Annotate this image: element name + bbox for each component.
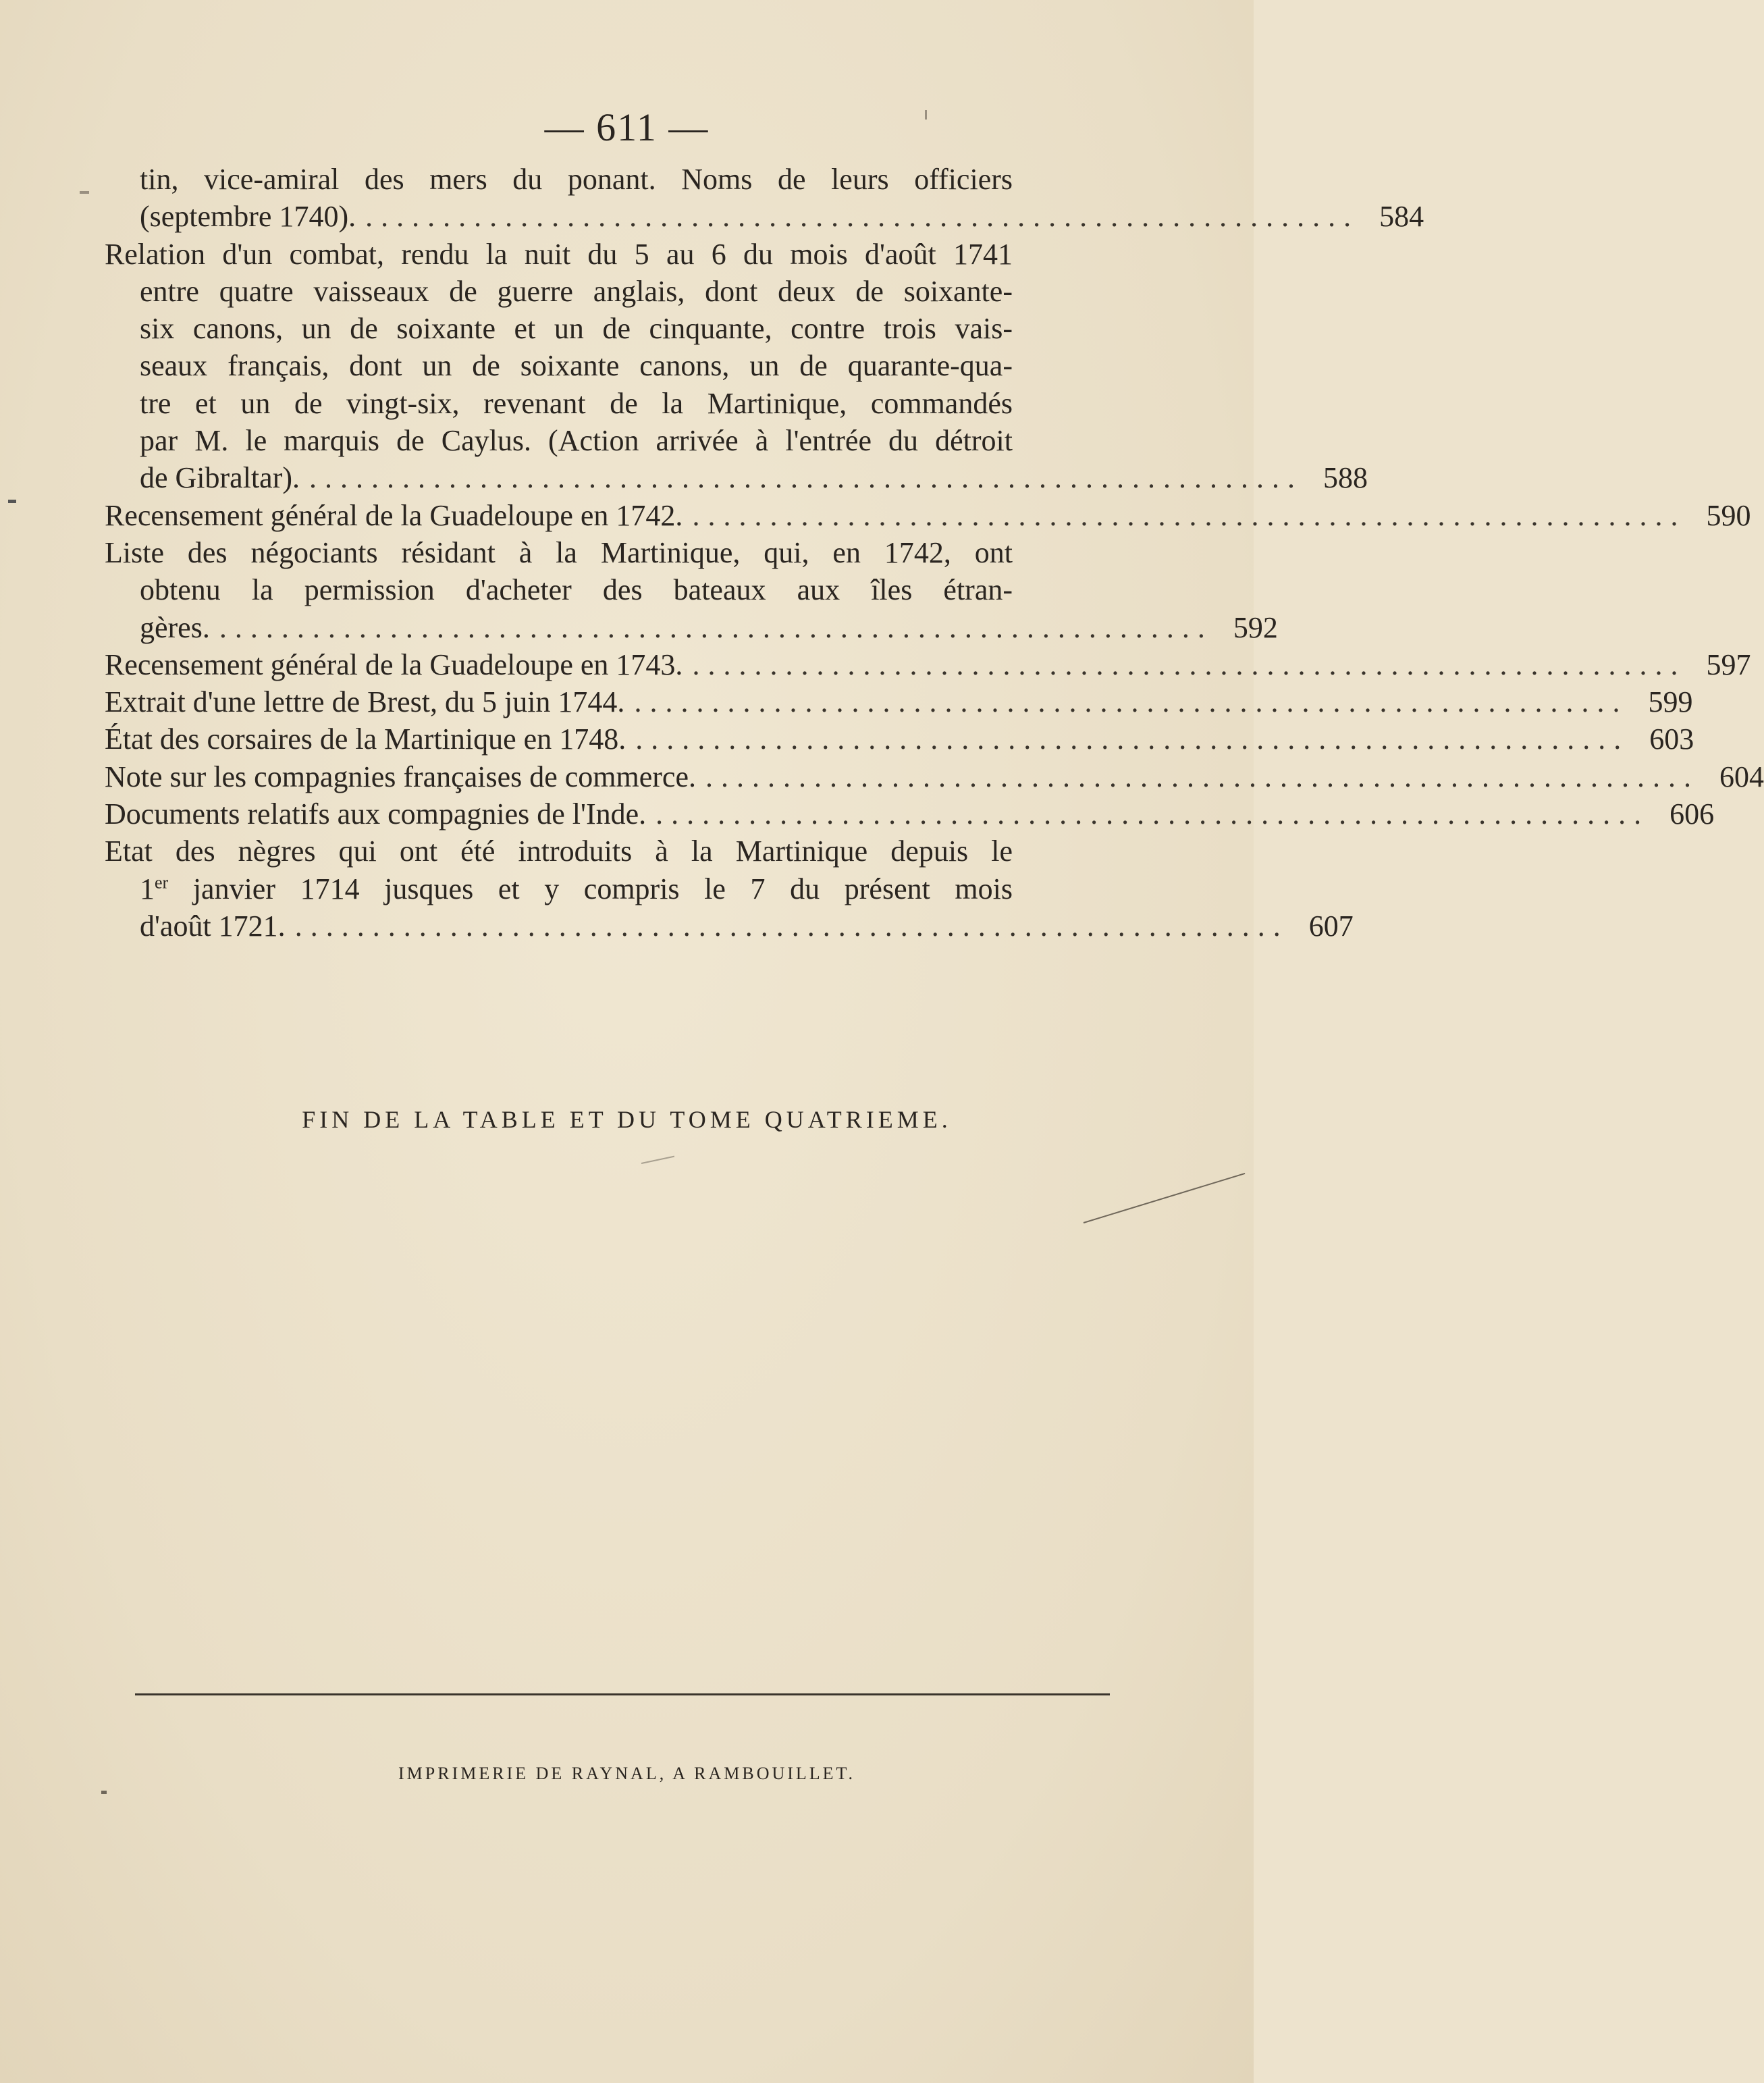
toc-line [105, 385, 1013, 422]
toc-line [105, 236, 1013, 273]
ordinal-suffix: er [155, 872, 169, 892]
toc-page-number: 604 [1719, 760, 1764, 793]
toc-page-number: 607 [1308, 909, 1354, 943]
toc-entry-body: janvier 1714 jusques et y compris le 7 du présent mois [192, 872, 1013, 905]
toc-entry-text: entre quatre vaisseaux de guerre anglais, dont deux de soixante- [140, 274, 1013, 308]
toc-page-number: 606 [1669, 797, 1715, 831]
toc-entry-text: obtenu la permission d'acheter des bateaux aux îles étran- [140, 573, 1013, 607]
dot-leader: ................................................................ [656, 797, 1650, 831]
toc-line [105, 422, 1013, 459]
toc-line [105, 609, 1278, 646]
dot-leader: ................................................................ [219, 610, 1213, 644]
toc-line [105, 758, 1764, 795]
toc-page-number: 590 [1706, 498, 1751, 532]
toc-line [105, 459, 1368, 496]
ink-speck [80, 191, 89, 194]
toc-entry-text: de Gibraltar). [140, 461, 300, 495]
dot-leader: ................................................................ [635, 722, 1630, 756]
toc-entry-text: par M. le marquis de Caylus. (Action arrivée à l'entrée du détroit [140, 424, 1013, 458]
toc-line [105, 720, 1694, 758]
divider-rule [135, 1693, 1110, 1695]
toc-entry-text: tre et un de vingt-six, revenant de la Martinique, commandés [140, 386, 1013, 420]
toc-entry-text: Extrait d'une lettre de Brest, du 5 juin 1744. [105, 685, 625, 719]
table-of-contents [105, 161, 1764, 945]
toc-entry-text: six canons, un de soixante et un de cinquante, contre trois vais- [140, 312, 1013, 346]
dot-leader: ................................................................ [634, 685, 1628, 719]
toc-line [105, 273, 1013, 310]
toc-entry-text: Note sur les compagnies françaises de commerce. [105, 760, 696, 793]
page-number: — 611 — [544, 105, 710, 149]
ink-speck [8, 500, 16, 503]
toc-entry-text [140, 870, 1013, 907]
toc-line [105, 833, 1013, 870]
toc-entry-text: Documents relatifs aux compagnies de l'Inde. [105, 797, 647, 831]
toc-page-number: 599 [1648, 685, 1693, 719]
toc-entry-text: tin, vice-amiral des mers du ponant. Noms de leurs officiers [140, 163, 1013, 196]
toc-entry-text: gères. [140, 610, 210, 644]
toc-line [105, 907, 1354, 945]
toc-line [105, 683, 1693, 720]
printer-imprint: IMPRIMERIE DE RAYNAL, A RAMBOUILLET. [398, 1764, 855, 1783]
toc-page-number: 592 [1233, 610, 1278, 644]
ink-speck [101, 1791, 107, 1794]
toc-line [105, 497, 1751, 534]
pencil-stroke [1084, 1173, 1246, 1223]
pencil-stroke [641, 1156, 674, 1164]
toc-entry-text: seaux français, dont un de soixante canons, un de quarante-qua- [140, 349, 1013, 383]
toc-line [105, 571, 1013, 608]
toc-line [105, 310, 1013, 347]
dot-leader: ................................................................ [692, 648, 1686, 681]
toc-line [105, 646, 1751, 683]
toc-page-number: 603 [1649, 722, 1694, 756]
dot-leader: ................................................................ [294, 909, 1289, 943]
toc-entry-text: d'août 1721. [140, 909, 286, 943]
dot-leader: ................................................................ [309, 461, 1303, 495]
toc-entry-text: Relation d'un combat, rendu la nuit du 5 au 6 du mois d'août 1741 [105, 237, 1013, 271]
dot-leader: ................................................................ [692, 498, 1686, 532]
toc-line [105, 870, 1013, 907]
toc-line [105, 795, 1715, 833]
toc-page-number: 597 [1706, 648, 1751, 681]
ordinal-number: 1 [140, 872, 155, 905]
dot-leader: ................................................................ [365, 200, 1360, 234]
end-note: FIN DE LA TABLE ET DU TOME QUATRIEME. [302, 1106, 952, 1133]
ink-speck [925, 110, 927, 120]
toc-entry-text: (septembre 1740). [140, 200, 356, 234]
toc-page-number: 584 [1379, 200, 1424, 234]
toc-entry-text: Recensement général de la Guadeloupe en 1742. [105, 498, 683, 532]
toc-entry-text: Recensement général de la Guadeloupe en 1743. [105, 648, 683, 681]
toc-entry-text: Liste des négociants résidant à la Martinique, qui, en 1742, ont [105, 535, 1013, 569]
toc-line [105, 161, 1013, 198]
toc-line [105, 534, 1013, 571]
toc-page-number: 588 [1323, 461, 1368, 495]
toc-entry-text: Etat des nègres qui ont été introduits à la Martinique depuis le [105, 835, 1013, 868]
dot-leader: ................................................................ [705, 760, 1699, 793]
toc-line [105, 347, 1013, 384]
toc-entry-text: État des corsaires de la Martinique en 1748. [105, 722, 626, 756]
toc-line [105, 198, 1424, 235]
